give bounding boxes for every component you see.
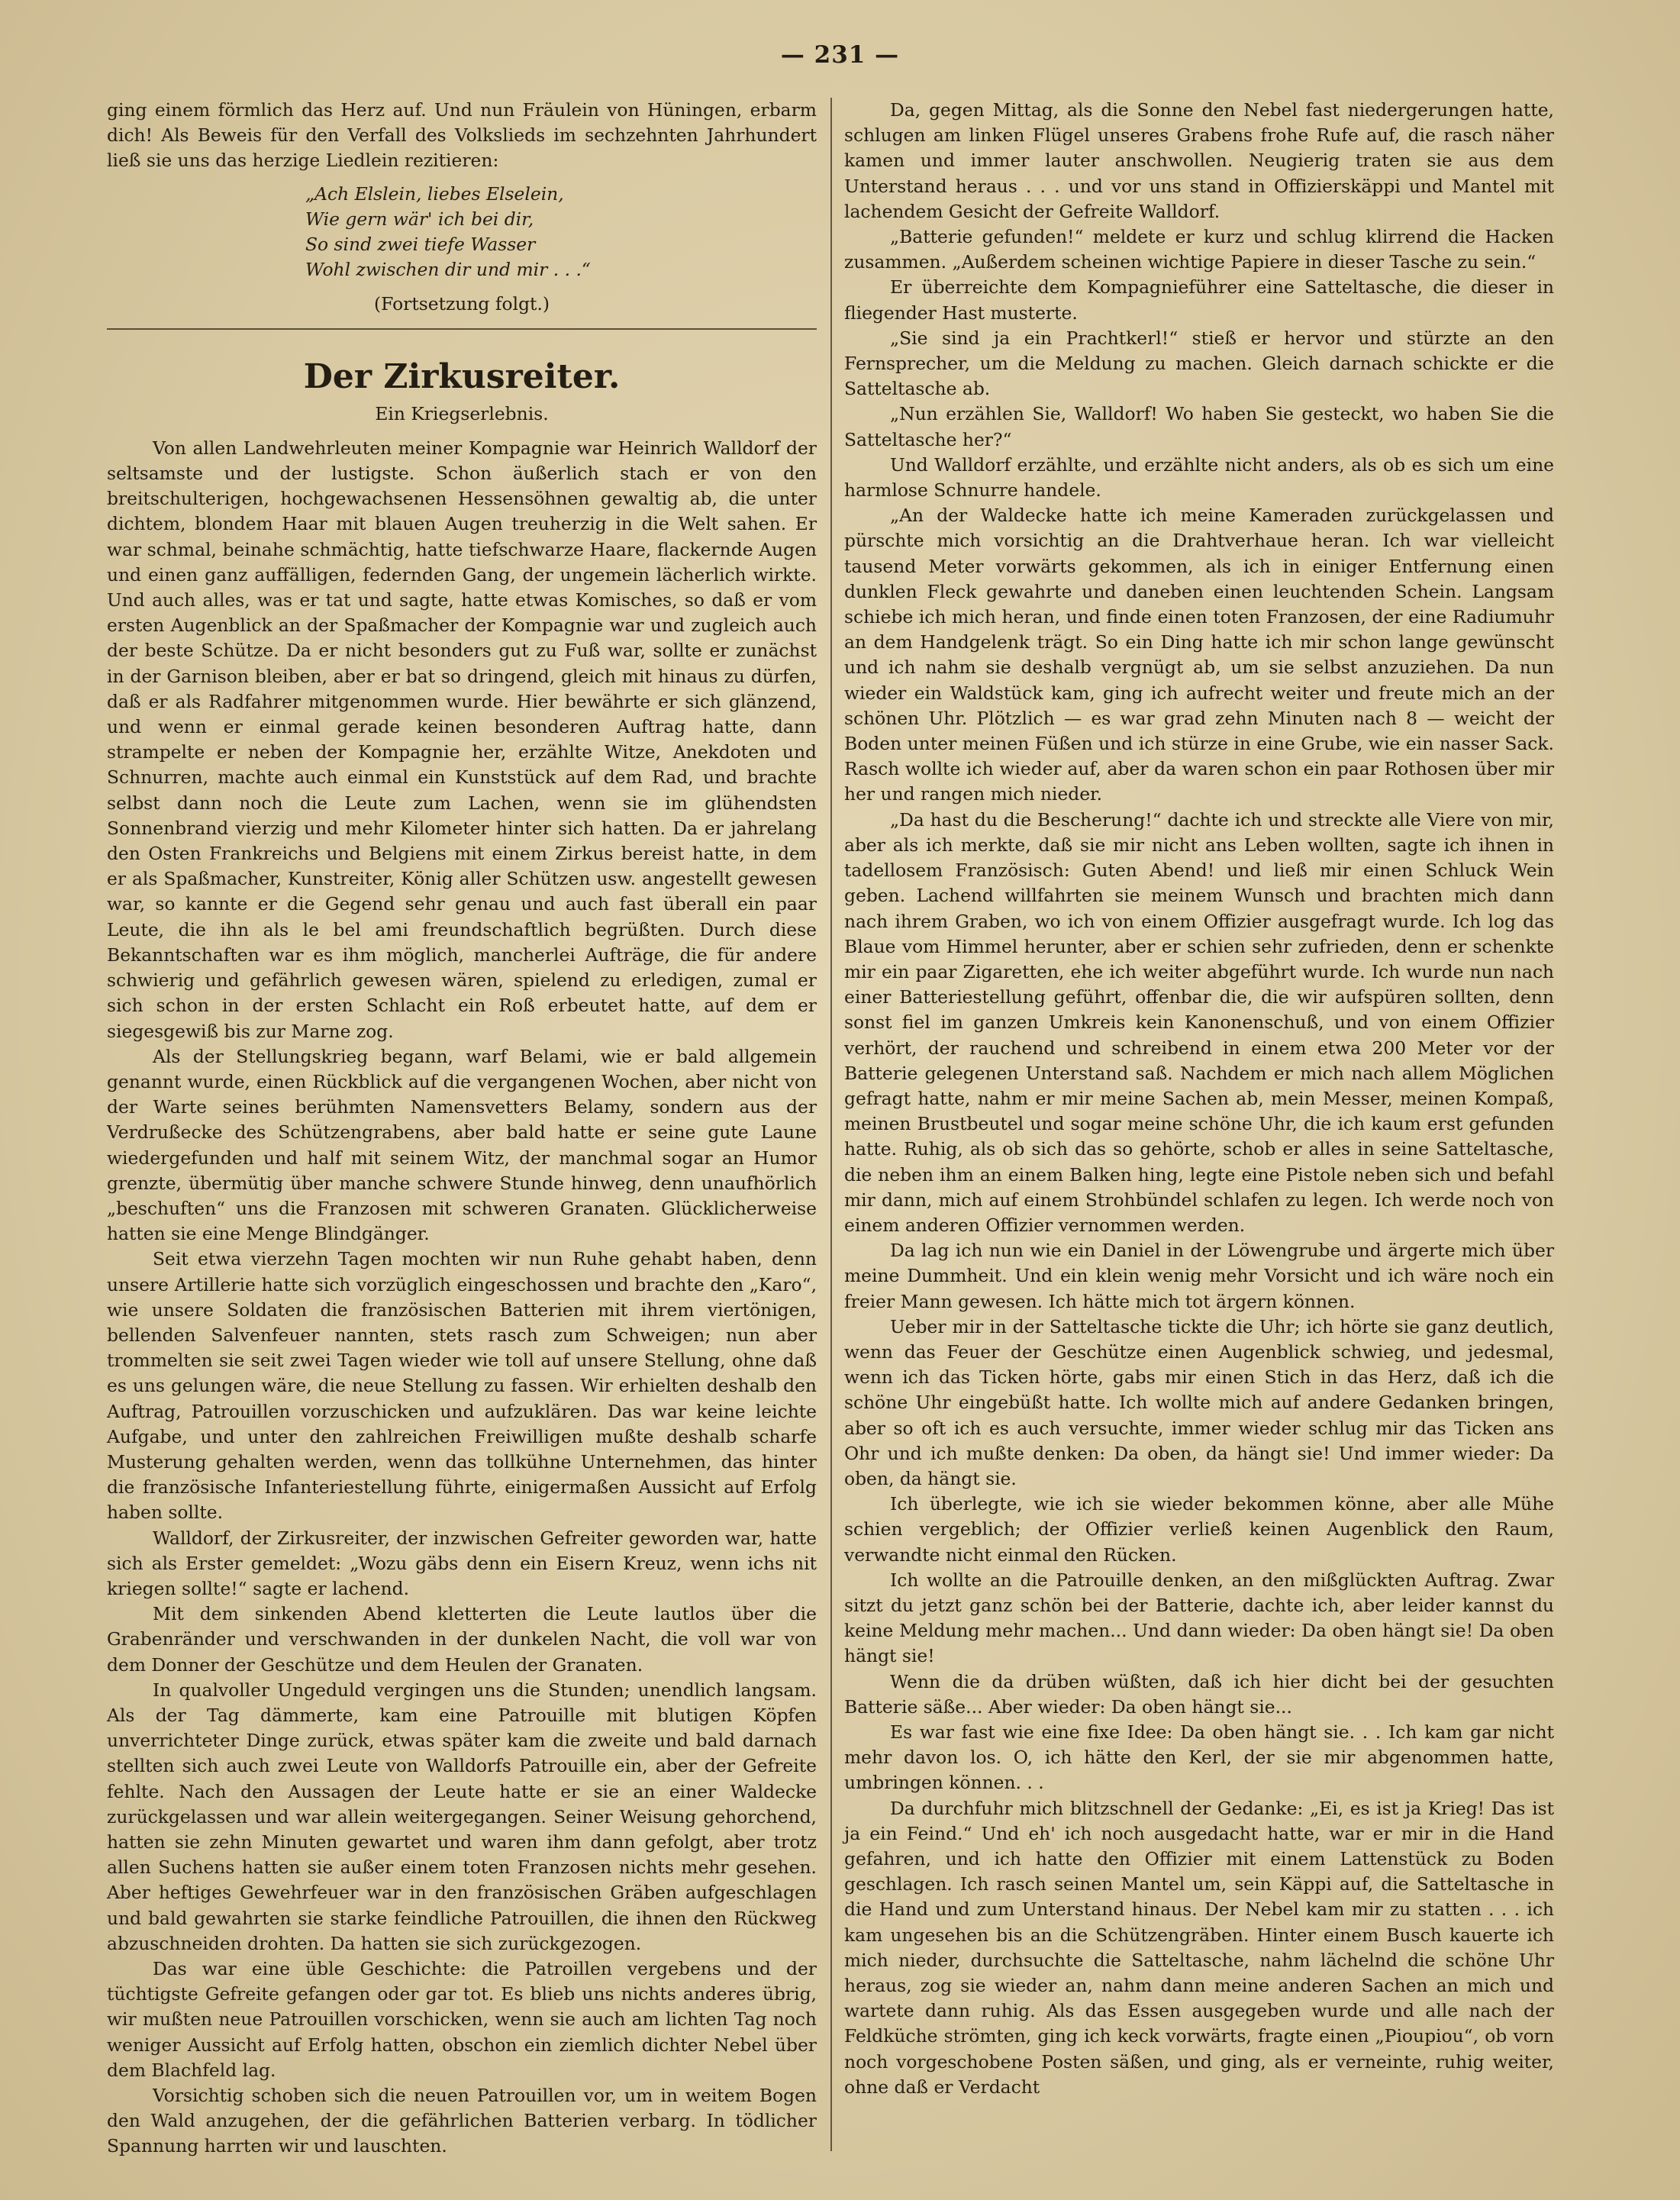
section-divider — [107, 328, 817, 330]
article-title: Der Zirkusreiter. — [303, 356, 621, 396]
article-paragraph: Seit etwa vierzehn Tagen mochten wir nun Ruhe gehabt haben, denn unsere Artillerie hatte sich vorzüglich eingeschossen und brachte den „Karo“, wie unsere Soldaten die französischen Batterien mit ihrem viertönigen, bellenden Salvenfeuer nannten, stets rasch zum Schweigen; nun aber trommelten sie seit zwei Tagen wieder wie toll auf unsere Stellung, ohne daß es uns gelungen wäre, die neue Stellung zu fassen. Wir erhielten deshalb den Auftrag, Patrouillen vorzuschicken und aufzuklären. Das war keine leichte Aufgabe, und unter den zahlreichen Freiwilligen mußte deshalb scharfe Musterung gehalten werden, wenn das tollkühne Unternehmen, das hinter die französische Infanteriestellung führte, einigermaßen Aussicht auf Erfolg haben sollte. — [107, 1248, 817, 1524]
article-paragraph: Ueber mir in der Satteltasche tickte die Uhr; ich hörte sie ganz deutlich, wenn das Feuer der Geschütze einen Augenblick schwieg, und jedesmal, wenn ich das Ticken hörte, gabs mir einen Stich in das Herz, daß ich die schöne Uhr eingebüßt hatte. Ich wollte mich auf andere Gedanken bringen, aber so oft ich es auch versuchte, immer wieder schlug mir das Ticken ans Ohr und ich mußte denken: Da oben, da hängt sie! Und immer wieder: Da oben, da hängt sie. — [844, 1315, 1554, 1489]
article-paragraph: Da durchfuhr mich blitzschnell der Gedanke: „Ei, es ist ja Krieg! Das ist ja ein Feind.“ Und eh' ich noch ausgedacht hatte, war er mir in die Hand gefahren, und ich hatte den Offizier mit einem Lattenstück zu Boden geschlagen. Ich rasch seinen Mantel um, sein Käppi auf, die Satteltasche in die Hand und zum Unterstand hinaus. Der Nebel kam mir zu statten . . . ich kam ungesehen bis an die Schützengräben. Hinter einem Busch kauerte ich mich nieder, durchsuchte die Satteltasche, nahm lächelnd die schöne Uhr heraus, zog sie wieder an, nahm dann meine anderen Sachen an mich und wartete dann ruhig. Als das Essen ausgegeben wurde und alle nach der Feldküche strömten, ging ich keck vorwärts, fragte einen „Pioupiou“, ob vorn noch vorgeschobene Posten säßen, und ging, als er verneinte, ruhig weiter, ohne daß er Verdacht — [844, 1797, 1554, 2098]
page-number: — 231 — — [780, 41, 900, 69]
right-column — [844, 98, 1554, 2100]
article-paragraph: Er überreichte dem Kompagnieführer eine Satteltasche, die dieser in fliegender Hast musterte. — [844, 276, 1554, 324]
article-paragraph: Wenn die da drüben wüßten, daß ich hier dicht bei der gesuchten Batterie säße... Aber wieder: Da oben hängt sie... — [844, 1670, 1554, 1718]
article-paragraph: „Batterie gefunden!“ meldete er kurz und schlug klirrend die Hacken zusammen. „Außerdem scheinen wichtige Papiere in dieser Tasche zu sein.“ — [844, 226, 1554, 273]
intro-paragraph: ging einem förmlich das Herz auf. Und nun Fräulein von Hüningen, erbarm dich! Als Beweis für den Verfall des Volkslieds im sechzehnten Jahrhundert ließ sie uns das herzige Liedlein rezitieren: — [107, 99, 817, 172]
article-paragraph: „Da hast du die Bescherung!“ dachte ich und streckte alle Viere von mir, aber als ich merkte, daß sie mir nicht ans Leben wollten, sagte ich ihnen in tadellosem Französisch: Guten Abend! und ließ mir einen Schluck Wein geben. Lachend willfahrten sie meinem Wunsch und brachten mich dann nach ihrem Graben, wo ich von einem Offizier ausgefragt wurde. Ich log das Blaue vom Himmel herunter, aber er schien sehr zufrieden, denn er schenkte mir ein paar Zigaretten, ehe ich weiter abgeführt wurde. Ich wurde nun nach einer Batteriestellung geführt, offenbar die, die wir aufspüren sollten, denn sonst fiel im ganzen Umkreis kein Kanonenschuß, und von einem Offizier verhört, der rauchend und schreibend in einem etwa 200 Meter vor der Batterie gelegenen Unterstand saß. Nachdem er mich nach allem Möglichen gefragt hatte, nahm er mir meine Sachen ab, mein Messer, meinen Kompaß, meinen Brustbeutel und sogar meine schöne Uhr, die ich kaum erst gefunden hatte. Ruhig, als ob sich das so gehörte, schob er alles in seine Satteltasche, die neben ihm an einem Balken hing, legte eine Pistole neben sich und befahl mir dann, mich auf einem Strohbündel schlafen zu legen. Ich werde noch von einem anderen Offizier vernommen werden. — [844, 808, 1554, 1236]
article-paragraph: Da lag ich nun wie ein Daniel in der Löwengrube und ärgerte mich über meine Dummheit. Und ein klein wenig mehr Vorsicht und ich wäre noch ein freier Mann gewesen. Ich hätte mich tot ärgern können. — [844, 1240, 1554, 1312]
article-paragraph: Und Walldorf erzählte, und erzählte nicht anders, als ob es sich um eine harmlose Schnurre handele. — [844, 453, 1554, 502]
article-paragraph: Walldorf, der Zirkusreiter, der inzwischen Gefreiter geworden war, hatte sich als Erster gemeldet: „Wozu gäbs denn ein Eisern Kreuz, wenn ichs nit kriegen sollte!“ sagte er lachend. — [107, 1527, 817, 1599]
article-paragraph: Vorsichtig schoben sich die neuen Patrouillen vor, um in weitem Bogen den Wald anzugehen, der die gefährlichen Batterien verbarg. In tödlicher Spannung harrten wir und lauschten. — [107, 2085, 817, 2157]
article-paragraph: Als der Stellungskrieg begann, warf Belami, wie er bald allgemein genannt wurde, einen Rückblick auf die vergangenen Wochen, aber nicht von der Warte seines berühmten Namensvetters Belamy, sondern aus der Verdrußecke des Schützengrabens, aber bald hatte er seine gute Laune wiedergefunden und half mit seinem Witz, der manchmal sogar an Humor grenzte, übermütig über manche schwere Stunde hinweg, denn unaufhörlich „beschuften“ uns die Franzosen mit schweren Granaten. Glücklicherweise hatten sie eine Menge Blindgänger. — [107, 1045, 817, 1245]
article-paragraph: „Sie sind ja ein Prachtkerl!“ stieß er hervor und stürzte an den Fernsprecher, um die Meldung zu machen. Gleich darnach schickte er die Satteltasche ab. — [844, 327, 1554, 400]
article-paragraph: In qualvoller Ungeduld vergingen uns die Stunden; unendlich langsam. Als der Tag dämmerte, kam eine Patrouille mit blutigen Köpfen unverrichteter Dinge zurück, etwas später kam die zweite und bald darnach stellten sich auch zwei Leute von Walldorfs Patrouille ein, aber der Gefreite fehlte. Nach den Aussagen der Leute hatte er sie an einer Waldecke zurückgelassen und war allein weitergegangen. Seiner Weisung gehorchend, hatten sie zehn Minuten gewartet und waren ihm dann gefolgt, aber trotz allen Suchens hatten sie außer einem toten Franzosen nichts mehr gesehen. Aber heftiges Gewehrfeuer war in den französischen Gräben aufgeschlagen und bald gewahrten sie starke feindliche Patrouillen, die ihnen den Rückweg abzuschneiden drohten. Da hatten sie sich zurückgezogen. — [107, 1679, 817, 1954]
poem — [305, 182, 817, 283]
article-paragraph: Es war fast wie eine fixe Idee: Da oben hängt sie. . . Ich kam gar nicht mehr davon los. O, ich hätte den Kerl, der sie mir abgenommen hatte, umbringen können. . . — [844, 1721, 1554, 1794]
poem-line: „Ach Elslein, liebes Elselein, — [305, 182, 564, 205]
article-subtitle: Ein Kriegserlebnis. — [375, 402, 549, 424]
article-paragraph: „Nun erzählen Sie, Walldorf! Wo haben Sie gesteckt, wo haben Sie die Satteltasche her?“ — [844, 403, 1554, 450]
left-column — [107, 98, 817, 2160]
article-paragraph: Das war eine üble Geschichte: die Patroillen vergebens und der tüchtigste Gefreite gefangen oder gar tot. Es blieb uns nichts anderes übrig, wir mußten neue Patrouillen vorschicken, wenn sie auch am lichten Tag noch weniger Aussicht auf Erfolg hatten, obschon ein ziemlich dichter Nebel über dem Blachfeld lag. — [107, 1958, 817, 2081]
article-paragraph: Mit dem sinkenden Abend kletterten die Leute lautlos über die Grabenränder und verschwanden in der dunkelen Nacht, die voll war von dem Donner der Geschütze und dem Heulen der Granaten. — [107, 1603, 817, 1676]
article-paragraph: „An der Waldecke hatte ich meine Kameraden zurückgelassen und pürschte mich vorsichtig an die Drahtverhaue heran. Ich war vielleicht tausend Meter vorwärts gekommen, als ich in einiger Entfernung einen dunklen Fleck gewahrte und daneben einen leuchtenden Schein. Langsam schiebe ich mich heran, und finde einen toten Franzosen, der eine Radiumuhr an dem Handgelenk trägt. So ein Ding hatte ich mir schon lange gewünscht und ich nahm sie deshalb vergnügt ab, um sie selbst anzuziehen. Da nun wieder ein Waldstück kam, ging ich aufrecht weiter und freute mich an der schönen Uhr. Plötzlich — es war grad zehn Minuten nach 8 — weicht der Boden unter meinen Füßen und ich stürze in eine Grube, wie ein nasser Sack. Rasch wollte ich wieder auf, aber da waren schon ein paar Rothosen über mir her und rangen mich nieder. — [844, 505, 1554, 805]
article-paragraph: Ich wollte an die Patrouille denken, an den mißglückten Auftrag. Zwar sitzt du jetzt ganz schön bei der Batterie, dachte ich, aber leider kannst du keine Meldung mehr machen... Und dann wieder: Da oben hängt sie! Da oben hängt sie! — [844, 1569, 1554, 1667]
column-rule — [830, 98, 832, 2151]
poem-line: So sind zwei tiefe Wasser — [305, 234, 536, 256]
poem-line: Wohl zwischen dir und mir . . .“ — [305, 259, 591, 281]
poem-line: Wie gern wär' ich bei dir, — [305, 208, 534, 230]
article-paragraph: Da, gegen Mittag, als die Sonne den Nebel fast niedergerungen hatte, schlugen am linken Flügel unseres Grabens frohe Rufe auf, die rasch näher kamen und immer lauter anschwollen. Neugierig traten sie aus dem Unterstand heraus . . . und vor uns stand in Offizierskäppi und Mantel mit lachendem Gesicht der Gefreite Walldorf. — [844, 99, 1554, 222]
continuation-note: (Fortsetzung folgt.) — [374, 293, 550, 315]
article-paragraph: Von allen Landwehrleuten meiner Kompagnie war Heinrich Walldorf der seltsamste und der lustigste. Schon äußerlich stach er von den breitschulterigen, hochgewachsenen Hessensöhnen gewaltig ab, die unter dichtem, blondem Haar mit blauen Augen treuherzig in die Welt sahen. Er war schmal, beinahe schmächtig, hatte tiefschwarze Haare, flackernde Augen und einen ganz auffälligen, federnden Gang, der ungemein lächerlich wirkte. Und auch alles, was er tat und sagte, hatte etwas Komisches, so daß er vom ersten Augenblick an der Spaßmacher der Kompagnie war und zugleich auch der beste Schütze. Da er nicht besonders gut zu Fuß war, sollte er zunächst in der Garnison bleiben, aber er bat so dringend, gleich mit hinaus zu dürfen, daß er als Radfahrer mitgenommen wurde. Hier bewährte er sich glänzend, und wenn er einmal gerade keinen besonderen Auftrag hatte, dann strampelte er neben der Kompagnie her, erzählte Witze, Anekdoten und Schnurren, machte auch einmal ein Kunststück auf dem Rad, und brachte selbst dann noch die Leute zum Lachen, wenn sie im glühendsten Sonnenbrand vierzig und mehr Kilometer hinter sich hatten. Da er jahrelang den Osten Frankreichs und Belgiens mit einem Zirkus bereist hatte, in dem er als Spaßmacher, Kunstreiter, König aller Schützen usw. angestellt gewesen war, so kannte er die Gegend sehr genau und auch fast überall ein paar Leute, die ihn als le bel ami freundschaftlich begrüßten. Durch diese Bekanntschaften war es ihm möglich, mancherlei Aufträge, die für andere schwierig und gefährlich gewesen wären, spielend zu erledigen, zumal er sich schon in der ersten Schlacht ein Roß erbeutet hatte, auf dem er siegesgewiß bis zur Marne zog. — [107, 437, 817, 1042]
article-paragraph: Ich überlegte, wie ich sie wieder bekommen könne, aber alle Mühe schien vergeblich; der Offizier verließ keinen Augenblick den Raum, verwandte nicht einmal den Rücken. — [844, 1493, 1554, 1566]
